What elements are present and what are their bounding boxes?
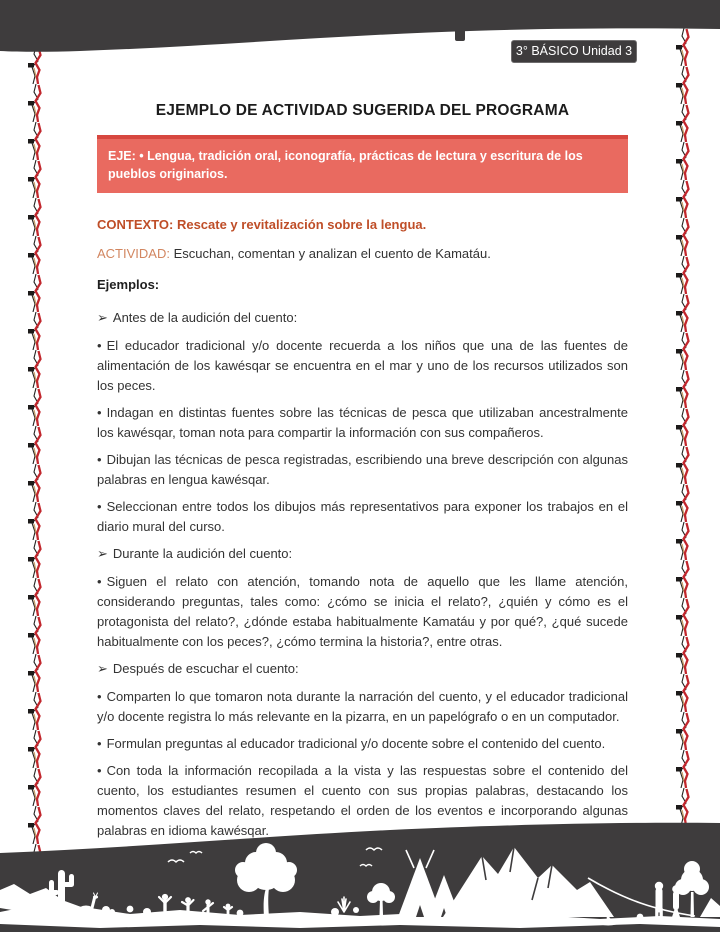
activity-bullet xyxy=(97,497,628,537)
paragraph-text: Con toda la información recopilada a la vista y las respuestas sobre el contenido del cuento, los estudiantes resumen el cuento con sus propias palabras, destacando los momentos claves del relato, respetando el orden de los eventos e incorporando algunas palabras en idioma kawésqar. xyxy=(97,763,628,838)
content-area xyxy=(97,102,628,875)
paragraph-text: Comparten lo que tomaron nota durante la narración del cuento, y el educador tradicional y/o docente registra lo más relevante en la pizarra, en un papelógrafo o en un computador. xyxy=(97,689,628,724)
activity-bullet xyxy=(97,450,628,490)
activity-label: ACTIVIDAD: xyxy=(97,246,170,261)
section-heading xyxy=(97,544,628,564)
paragraph-text: Dibujan las técnicas de pesca registradas, escribiendo una breve descripción con algunas palabras en lengua kawésqar. xyxy=(97,452,628,487)
list-marker: • xyxy=(97,574,102,589)
paragraph-text: Durante la audición del cuento: xyxy=(112,546,293,561)
left-decorative-border xyxy=(24,46,48,863)
activity-steps-list xyxy=(97,308,628,868)
activity-line xyxy=(97,246,628,261)
examples-heading: Ejemplos: xyxy=(97,277,160,292)
page-title: EJEMPLO DE ACTIVIDAD SUGERIDA DEL PROGRAMA xyxy=(155,102,570,119)
unit-badge: 3° BÁSICO Unidad 3 xyxy=(511,40,637,63)
zigzag-border-right-art xyxy=(672,28,696,828)
list-marker: ➢ xyxy=(97,310,108,325)
context-text: Rescate y revitalización sobre la lengua. xyxy=(176,217,427,232)
paragraph-text: Formulan preguntas al educador tradicional y/o docente sobre el contenido del cuento. xyxy=(106,736,606,751)
activity-text: Escuchan, comentan y analizan el cuento de Kamatáu. xyxy=(173,246,491,261)
list-marker: ➢ xyxy=(97,546,108,561)
eje-banner-text: EJE: • Lengua, tradición oral, iconografía, prácticas de lectura y escritura de los pueblos originarios. xyxy=(108,149,583,181)
activity-bullet xyxy=(97,734,628,754)
list-marker: • xyxy=(97,736,102,751)
activity-bullet xyxy=(97,336,628,396)
list-marker: • xyxy=(97,338,102,353)
list-marker: • xyxy=(97,499,102,514)
zigzag-border-left-art xyxy=(24,46,48,858)
section-heading xyxy=(97,308,628,328)
right-decorative-border xyxy=(672,28,696,833)
paragraph-text: Después de escuchar el cuento: xyxy=(112,661,299,676)
activity-bullet xyxy=(97,572,628,652)
activity-bullet xyxy=(97,403,628,443)
context-line xyxy=(97,217,628,232)
list-marker: • xyxy=(97,452,102,467)
band-tab xyxy=(455,20,465,41)
list-marker: • xyxy=(97,405,102,420)
activity-bullet xyxy=(97,687,628,727)
list-marker: • xyxy=(97,689,102,704)
paragraph-text: Seleccionan entre todos los dibujos más representativos para exponer los trabajos en el diario mural del curso. xyxy=(97,499,628,534)
list-marker: ➢ xyxy=(97,661,108,676)
list-marker: • xyxy=(97,763,102,778)
bottom-illustration xyxy=(0,820,720,932)
context-label: CONTEXTO: xyxy=(97,217,174,232)
paragraph-text: El educador tradicional y/o docente recuerda a los niños que una de las fuentes de alimentación de los kawésqar se encuentra en el mar y uno de los recursos utilizados son los peces. xyxy=(97,338,628,393)
section-heading xyxy=(97,659,628,679)
eje-banner xyxy=(97,135,628,193)
paragraph-text: Siguen el relato con atención, tomando nota de aquello que les llame atención, considerando preguntas, tales como: ¿cómo se inicia el relato?, ¿quién y cómo es el protagonista del relato?, ¿dónde estaba habitualmente Kamatáu y por qué?, ¿qué sucede habitualmente con los peces?, ¿cómo termina la historia?, entre otras. xyxy=(97,574,628,649)
paragraph-text: Antes de la audición del cuento: xyxy=(112,310,298,325)
paragraph-text: Indagan en distintas fuentes sobre las técnicas de pesca que utilizaban ancestralmente los kawésqar, toman nota para compartir la información con sus compañeros. xyxy=(97,405,628,440)
